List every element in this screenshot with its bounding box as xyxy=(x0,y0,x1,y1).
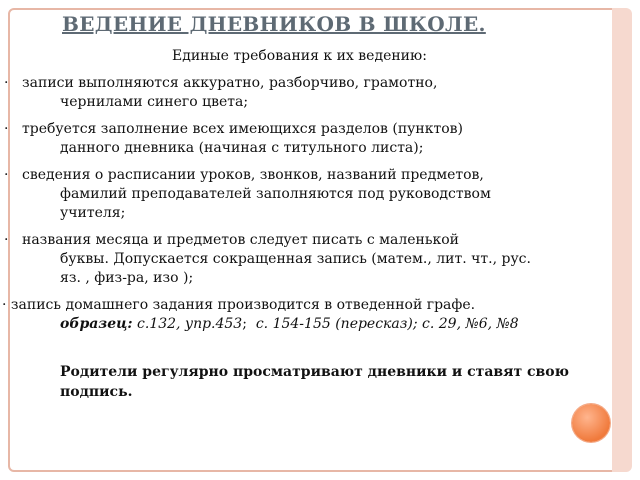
requirements-list xyxy=(0,74,610,342)
decorative-strip xyxy=(612,8,632,472)
example-separator: ; xyxy=(242,316,247,332)
item-text: сведения о расписании уроков, звонков, названий предметов, xyxy=(22,167,484,183)
item-text-continued: данного дневника (начиная с титульного листа); xyxy=(60,140,424,156)
bullet: · xyxy=(4,121,9,137)
list-item xyxy=(0,231,610,288)
list-item xyxy=(0,166,610,223)
example-1: с.132, упр.453 xyxy=(137,316,243,332)
example-label: образец: xyxy=(60,316,133,332)
item-text: записи выполняются аккуратно, разборчиво, грамотно, xyxy=(22,75,438,91)
subtitle: Единые требования к их ведению: xyxy=(172,48,427,64)
decorative-circle-icon xyxy=(572,404,610,442)
homework-text: · запись домашнего задания производится в отведенной графе. xyxy=(2,297,476,313)
homework-example xyxy=(0,315,610,334)
bullet: · xyxy=(4,167,9,183)
item-text-continued: буквы. Допускается сокращенная запись (матем., лит. чт., рус. яз. , физ-ра, изо ); xyxy=(60,251,531,286)
item-text-continued: фамилий преподавателей заполняются под руководством учителя; xyxy=(60,186,491,221)
item-text: требуется заполнение всех имеющихся разделов (пунктов) xyxy=(22,121,464,137)
list-item xyxy=(0,120,610,158)
example-2: с. 154-155 (пересказ); с. 29, №6, №8 xyxy=(255,316,519,332)
item-text-continued: чернилами синего цвета; xyxy=(60,94,249,110)
page-title: ВЕДЕНИЕ ДНЕВНИКОВ В ШКОЛЕ. xyxy=(62,12,486,36)
homework-item xyxy=(0,296,610,334)
bullet: · xyxy=(4,232,9,248)
parents-note: Родители регулярно просматривают дневники и ставят свою подпись. xyxy=(60,364,569,400)
list-item xyxy=(0,74,610,112)
bullet: · xyxy=(4,75,9,91)
item-text: названия месяца и предметов следует писать с маленькой xyxy=(22,232,459,248)
